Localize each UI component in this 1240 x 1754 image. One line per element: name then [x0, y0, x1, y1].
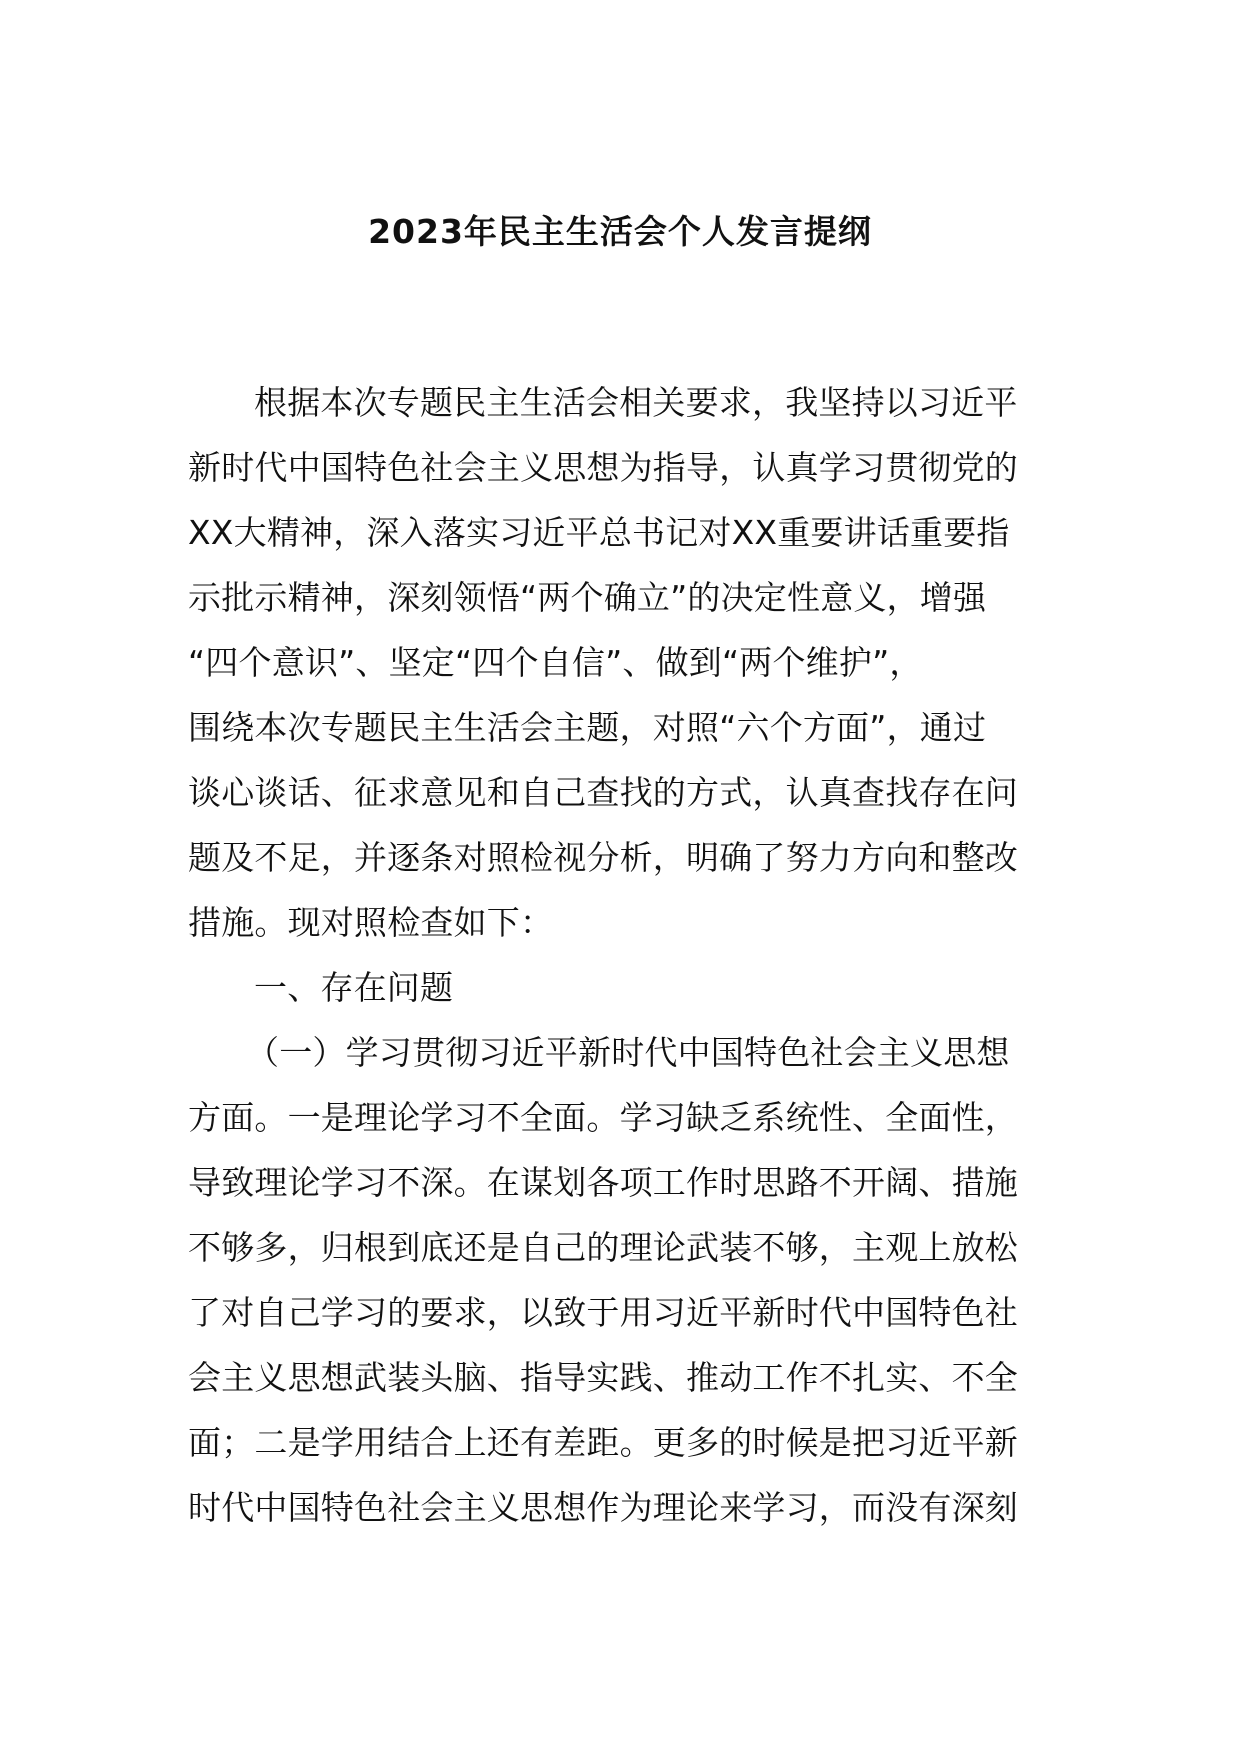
paragraph-line: 方面。一是理论学习不全面。学习缺乏系统性、全面性，: [188, 1098, 1018, 1137]
paragraph-line: 导致理论学习不深。在谋划各项工作时思路不开阔、措施: [188, 1163, 1018, 1202]
subsection-line: （一）学习贯彻习近平新时代中国特色社会主义思想: [246, 1033, 1010, 1072]
paragraph-line: 会主义思想武装头脑、指导实践、推动工作不扎实、不全: [188, 1358, 1018, 1397]
document-body: [188, 370, 1058, 1540]
paragraph-line: 根据本次专题民主生活会相关要求，我坚持以习近平: [254, 383, 1018, 422]
paragraph-line: 示批示精神，深刻领悟“两个确立”的决定性意义，增强: [188, 578, 987, 617]
paragraph-line: 围绕本次专题民主生活会主题，对照“六个方面”，通过: [188, 708, 987, 747]
document-title: 2023年民主生活会个人发言提纲: [368, 212, 872, 251]
paragraph-line: 面；二是学用结合上还有差距。更多的时候是把习近平新: [188, 1423, 1018, 1462]
paragraph-line: 措施。现对照检查如下：: [188, 903, 554, 942]
section-heading: 一、存在问题: [254, 968, 454, 1007]
paragraph-line: 题及不足，并逐条对照检视分析，明确了努力方向和整改: [188, 838, 1018, 877]
paragraph-line: 谈心谈话、征求意见和自己查找的方式，认真查找存在问: [188, 773, 1018, 812]
paragraph-line: “四个意识”、坚定“四个自信”、做到“两个维护”，: [188, 643, 923, 682]
paragraph-line: 新时代中国特色社会主义思想为指导，认真学习贯彻党的: [188, 448, 1018, 487]
paragraph-line: 了对自己学习的要求，以致于用习近平新时代中国特色社: [188, 1293, 1018, 1332]
paragraph-line: XX大精神，深入落实习近平总书记对XX重要讲话重要指: [188, 513, 1010, 552]
paragraph-line: 不够多，归根到底还是自己的理论武装不够，主观上放松: [188, 1228, 1018, 1267]
paragraph-line: 时代中国特色社会主义思想作为理论来学习，而没有深刻: [188, 1488, 1018, 1527]
